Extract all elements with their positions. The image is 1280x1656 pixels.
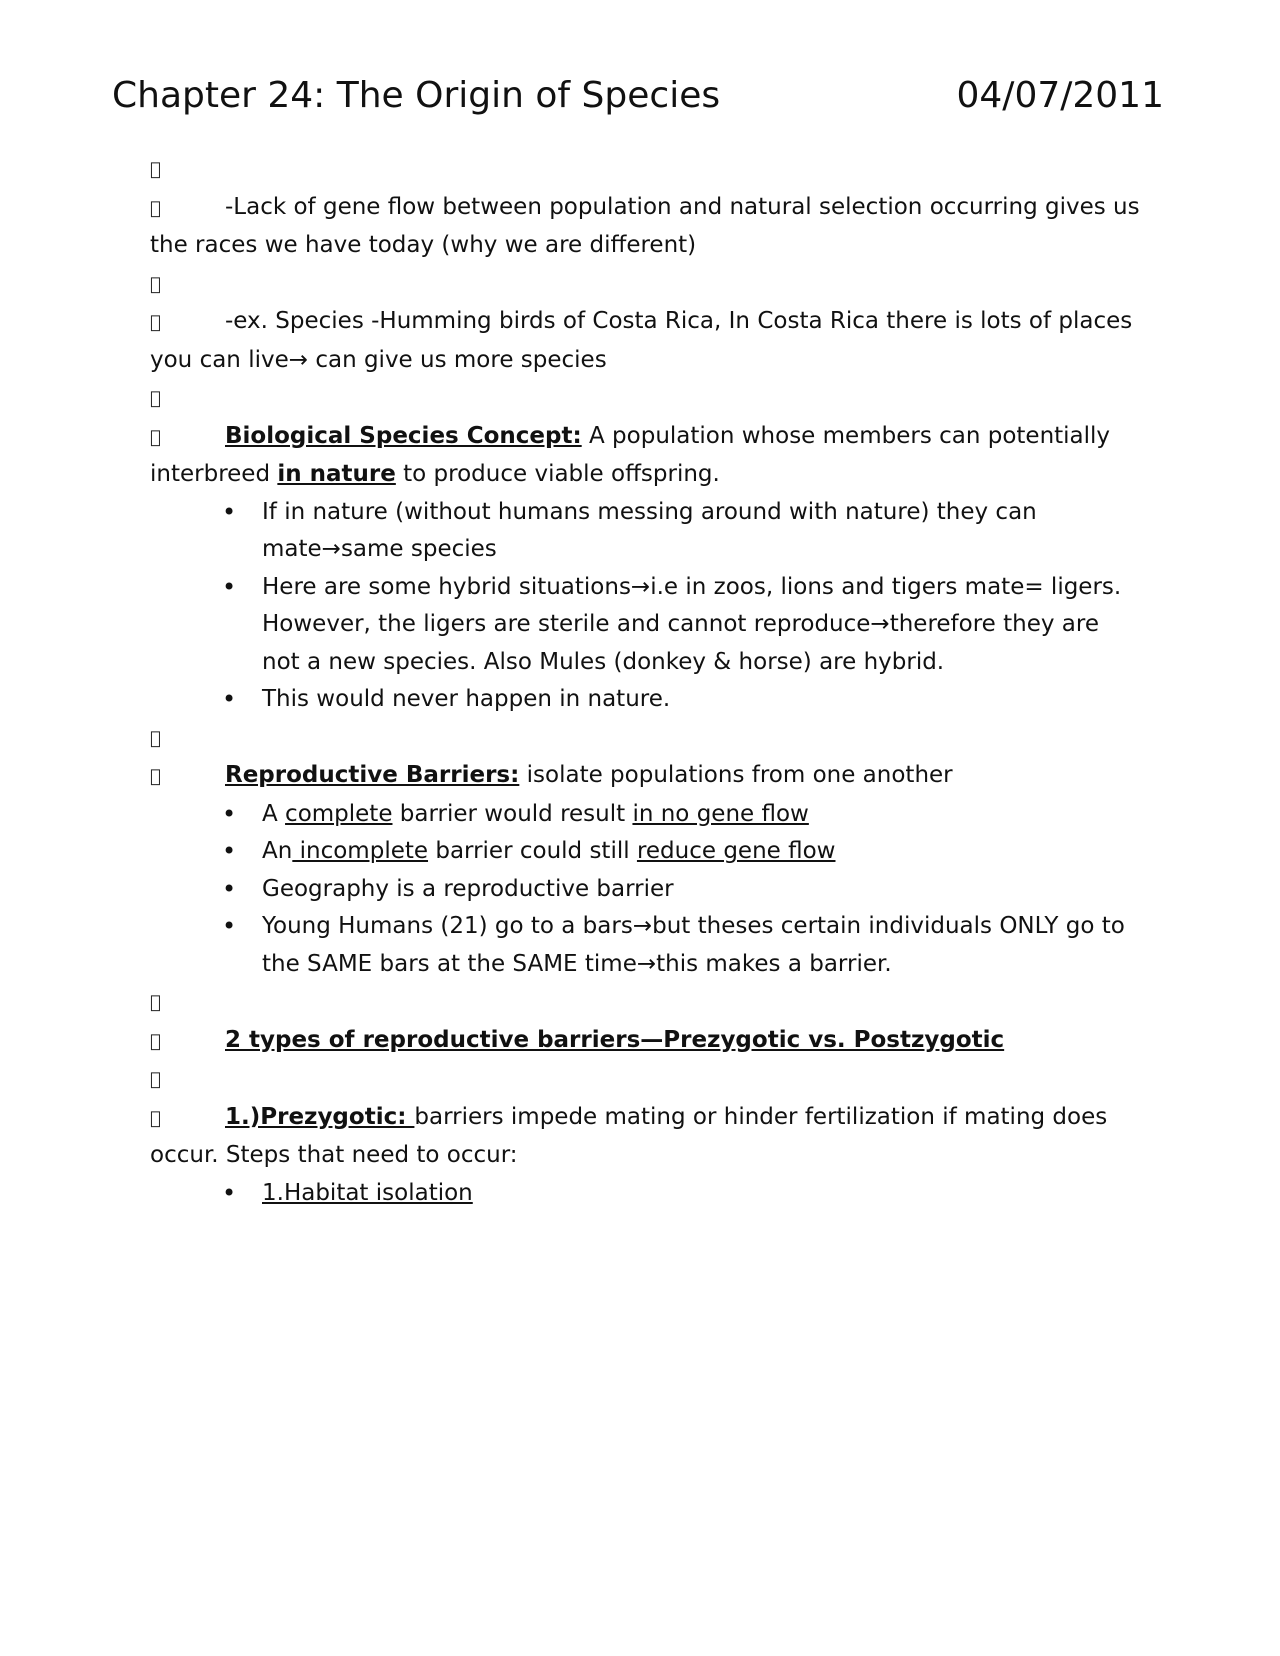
marker-icon [150,720,225,758]
list-item [150,1167,1140,1213]
paragraph-types-heading [150,1017,1140,1061]
barriers-bullet-list [150,792,1140,984]
list-item: • Young Humans (21) go to a bars→but theses certain individuals ONLY go to the SAME bars at the SAME time→this makes a barrier. [150,908,1140,983]
list-item: • If in nature (without humans messing around with nature) they can mate→same species [150,494,1140,569]
list-item: • This would never happen in nature. [150,681,1140,719]
document-body [150,150,1140,1212]
underlined-text: complete [285,792,393,819]
underlined-text: 1.Habitat isolation [262,1167,473,1194]
paragraph-example [150,303,1140,379]
marker-icon [150,419,225,457]
list-item [150,792,1140,834]
paragraph-biological-species [150,418,1140,494]
blank-line [150,983,1140,1022]
paragraph-text: to produce viable offspring. [395,455,720,481]
page-date: 04/07/2011 [956,75,1164,116]
marker-icon [150,151,225,189]
paragraph-prezygotic [150,1092,1140,1175]
marker-icon [150,266,225,304]
paragraph-text: A population whose members can potentially interbreed [150,417,1111,481]
list-item [150,830,1140,871]
section-heading: Biological Species Concept: [225,417,582,444]
marker-icon [150,1100,225,1138]
marker-icon [150,304,225,342]
emphasis-text: in nature [277,455,396,481]
marker-icon [150,190,225,228]
marker-icon [150,1023,225,1061]
blank-line [150,150,1140,189]
paragraph-text: -Lack of gene flow between population and natural selection occurring gives us the races we have today (why we are different) [150,192,1140,256]
underlined-text: incomplete [292,830,429,856]
prezygotic-bullet-list [150,1167,1140,1213]
blank-line [150,379,1140,418]
list-text: barrier could still [428,830,637,856]
header [112,72,1164,122]
list-text: A [262,792,286,819]
blank-line [150,1060,1140,1099]
blank-line [150,719,1140,758]
bsc-bullet-list [150,494,1140,719]
paragraph-text: isolate populations from one another [519,755,953,781]
list-item: • Geography is a reproductive barrier [150,871,1140,909]
page-title: Chapter 24: The Origin of Species [112,75,721,116]
blank-line [150,265,1140,304]
list-item: • Here are some hybrid situations→i.e in zoos, lions and tigers mate= ligers. However, the ligers are sterile and cannot reproduce→therefore they are not a new species. Also Mules (donkey & horse) are hybrid. [150,569,1140,682]
paragraph-reproductive-barriers [150,757,1140,796]
section-heading: Reproductive Barriers: [225,755,520,781]
underlined-text: in no gene flow [632,792,809,819]
paragraph-text: barriers impede mating or hinder fertilization if mating does occur. Steps that need to occur: [150,1092,1108,1156]
section-heading: 1.)Prezygotic: [225,1092,415,1119]
paragraph-gene-flow [150,189,1140,265]
marker-icon [150,380,225,418]
marker-icon [150,984,225,1022]
list-text: An [262,830,293,856]
list-text: barrier would result [392,792,633,819]
underlined-text: reduce gene flow [636,830,836,856]
marker-icon [150,1061,225,1099]
section-heading: 2 types of reproductive barriers—Prezygotic vs. Postzygotic [225,1017,1005,1044]
paragraph-text: -ex. Species -Humming birds of Costa Rica, In Costa Rica there is lots of places you can live→ can give us more species [150,305,1133,369]
marker-icon [150,758,225,796]
